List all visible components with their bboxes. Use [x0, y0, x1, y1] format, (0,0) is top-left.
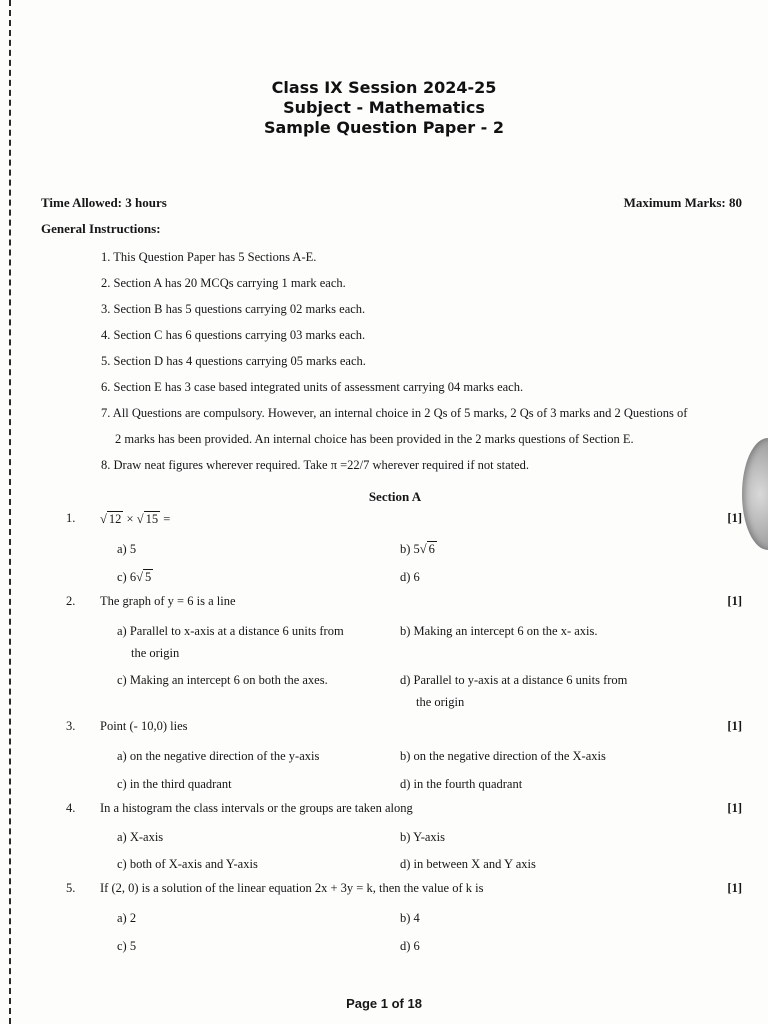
instruction-item [101, 400, 744, 452]
question-text: The graph of y = 6 is a line [100, 594, 236, 608]
option-text-cont: the origin [416, 695, 465, 709]
question-number: 4. [66, 801, 76, 815]
sqrt-symbol: √ [100, 512, 107, 526]
times-sign: × [123, 512, 137, 526]
maximum-marks: Maximum Marks: 80 [623, 195, 742, 210]
question-mark: [1] [727, 511, 742, 525]
class-session-title: Class IX Session 2024-25 [271, 78, 497, 97]
page-number: Page 1 of 18 [346, 996, 422, 1011]
option-c: c) both of X-axis and Y-axis [117, 857, 258, 871]
question-number: 2. [66, 594, 76, 608]
radicand: 6 [428, 542, 435, 556]
option-c [117, 566, 379, 588]
option-b: b) on the negative direction of the X-axis [400, 749, 606, 763]
option-b [400, 538, 670, 560]
option-a: a) X-axis [117, 830, 164, 844]
question-mark: [1] [727, 881, 742, 895]
option-c: c) 5 [117, 939, 137, 953]
option-text: b) 5 [400, 542, 420, 556]
option-a [117, 620, 379, 664]
instruction-item: 5. Section D has 4 questions carrying 05 marks each. [101, 354, 366, 368]
option-c: c) in the third quadrant [117, 777, 232, 791]
option-b: b) Y-axis [400, 830, 446, 844]
instructions-list [101, 248, 744, 482]
radicand: 5 [144, 570, 152, 584]
instruction-item: 8. Draw neat figures wherever required. Take π =22/7 wherever required if not stated. [101, 458, 530, 472]
option-d: d) in the fourth quadrant [400, 777, 523, 791]
instruction-item: 3. Section B has 5 questions carrying 02 marks each. [101, 302, 366, 316]
option-b: b) 4 [400, 911, 420, 925]
section-a-title: Section A [368, 489, 422, 504]
radicand: 12 [108, 512, 122, 526]
left-dashed-border [9, 0, 11, 1024]
time-allowed: Time Allowed: 3 hours [41, 195, 167, 210]
question-text [100, 511, 170, 527]
general-instructions-heading: General Instructions: [41, 221, 161, 236]
instruction-item: 2. Section A has 20 MCQs carrying 1 mark each. [101, 276, 346, 290]
question-text: Point (- 10,0) lies [100, 719, 188, 733]
paper-header [0, 78, 768, 138]
meta-row [41, 195, 742, 211]
question-text: In a histogram the class intervals or the groups are taken along [100, 801, 413, 815]
instruction-item: 6. Section E has 3 case based integrated units of assessment carrying 04 marks each. [101, 380, 524, 394]
option-a: a) on the negative direction of the y-axis [117, 749, 320, 763]
question-number: 1. [66, 511, 76, 525]
question-mark: [1] [727, 719, 742, 733]
option-text: d) Parallel to y-axis at a distance 6 units from [400, 673, 628, 687]
option-text-cont: the origin [131, 646, 180, 660]
instruction-item: 4. Section C has 6 questions carrying 03 marks each. [101, 328, 366, 342]
equals-sign: = [160, 512, 171, 526]
question-text: If (2, 0) is a solution of the linear equation 2x + 3y = k, then the value of k is [100, 881, 484, 895]
question-mark: [1] [727, 594, 742, 608]
option-d: d) 6 [400, 570, 420, 584]
option-a: a) 5 [117, 542, 137, 556]
option-d [400, 669, 670, 713]
question-mark: [1] [727, 801, 742, 815]
instruction-line: 2 marks has been provided. An internal choice has been provided in the 2 marks questions of Section E. [115, 432, 634, 446]
subject-title: Subject - Mathematics [283, 98, 485, 117]
option-d: d) in between X and Y axis [400, 857, 536, 871]
option-c: c) Making an intercept 6 on both the axes. [117, 673, 328, 687]
option-d: d) 6 [400, 939, 420, 953]
option-a: a) 2 [117, 911, 137, 925]
question-number: 5. [66, 881, 76, 895]
instruction-line: 7. All Questions are compulsory. However, an internal choice in 2 Qs of 5 marks, 2 Qs of 3 marks and 2 Questions of [101, 406, 688, 420]
instruction-item: 1. This Question Paper has 5 Sections A-E. [101, 250, 317, 264]
option-text: c) 6 [117, 570, 137, 584]
option-b: b) Making an intercept 6 on the x- axis. [400, 624, 598, 638]
option-text: a) Parallel to x-axis at a distance 6 units from [117, 624, 344, 638]
paper-title: Sample Question Paper - 2 [263, 118, 504, 137]
question-number: 3. [66, 719, 76, 733]
sqrt-symbol: √ [136, 570, 143, 584]
sqrt-symbol: √ [419, 542, 427, 556]
radicand: 15 [145, 512, 159, 526]
sqrt-symbol: √ [136, 512, 144, 526]
